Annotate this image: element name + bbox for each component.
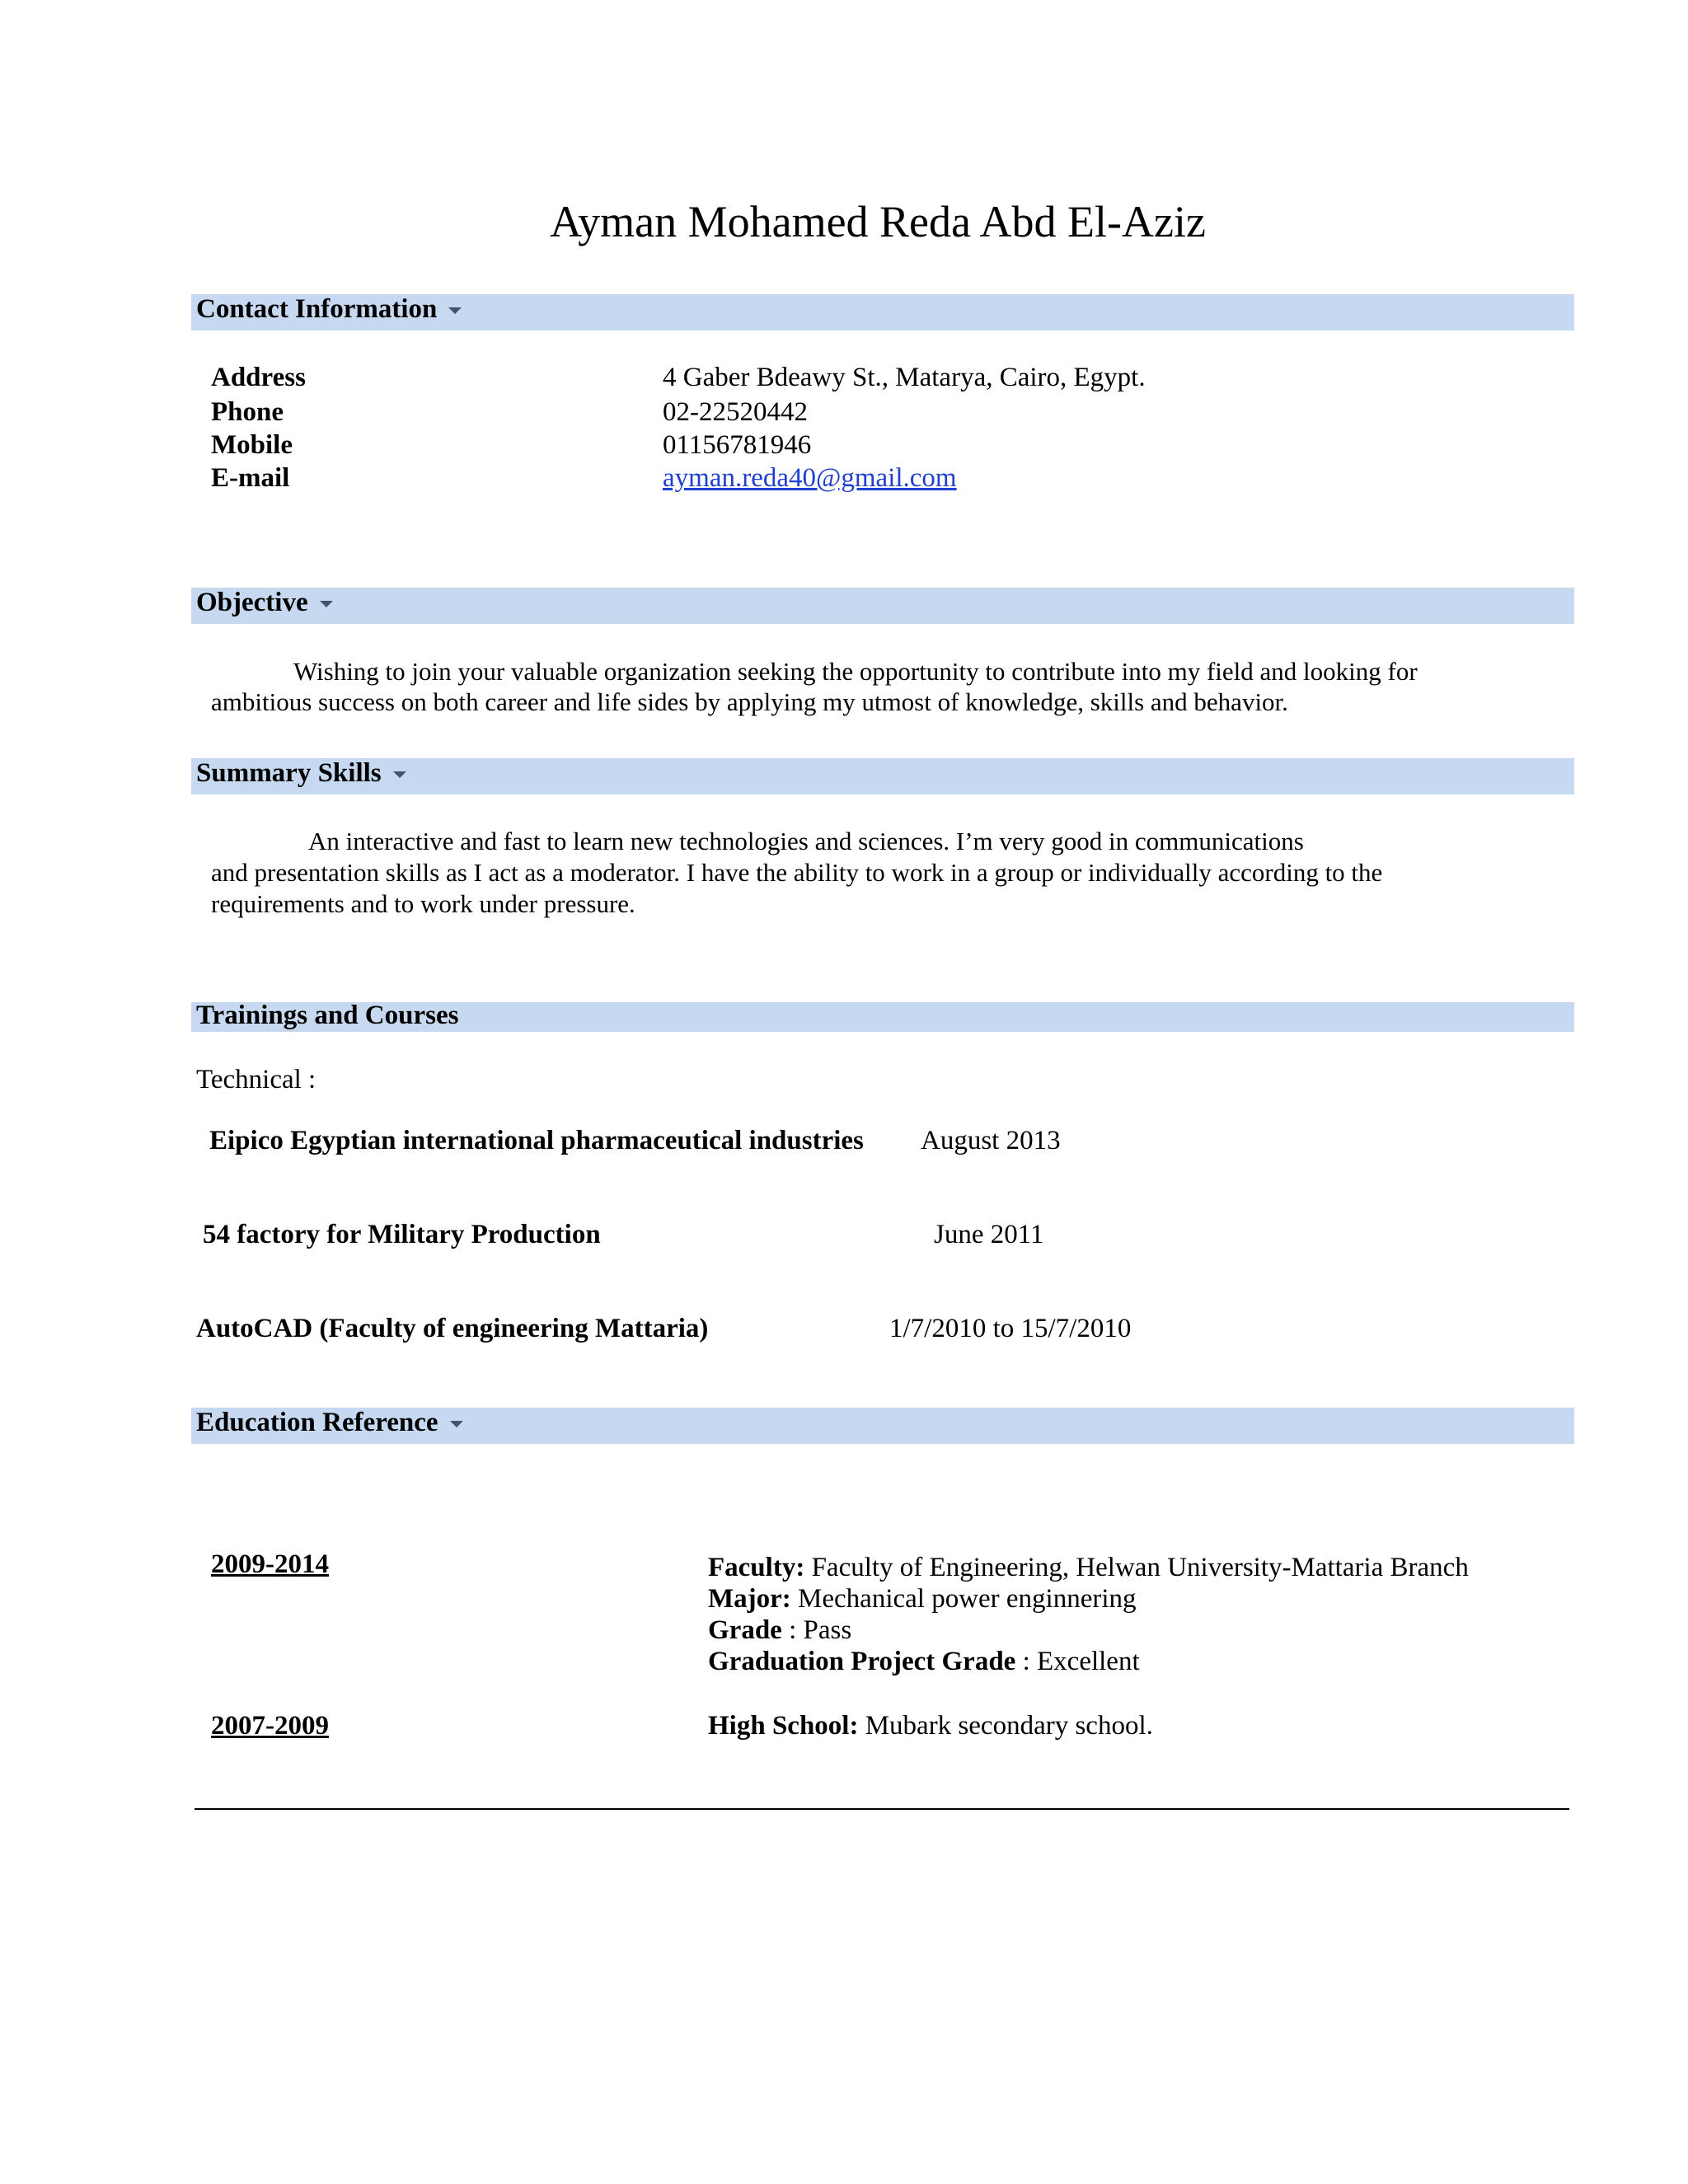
training-name: Eipico Egyptian international pharmaceutical industries [209,1126,864,1155]
section-heading-label: Objective [196,588,308,617]
education-years: 2007-2009 [211,1711,329,1741]
contact-value-phone: 02-22520442 [663,397,808,427]
contact-label-phone: Phone [211,397,284,427]
education-detail-line [708,1584,1137,1615]
section-heading-label: Education Reference [196,1408,438,1437]
dropdown-caret-icon [448,307,462,314]
education-detail-line [708,1553,1469,1583]
dropdown-caret-icon [393,771,406,778]
training-date: June 2011 [934,1220,1044,1249]
section-heading-label: Summary Skills [196,758,382,788]
education-detail-value: : Pass [781,1615,852,1645]
contact-label-mobile: Mobile [211,430,293,460]
section-band-objective [191,588,1574,624]
section-heading-contact[interactable] [196,294,462,325]
education-detail-value: : Excellent [1015,1647,1140,1676]
education-detail-line [708,1711,1153,1741]
education-detail-label: Graduation Project Grade [708,1647,1016,1676]
objective-line-2: ambitious success on both career and life sides by applying my utmost of knowledge, skills and behavior. [211,687,1288,716]
skills-line-2: and presentation skills as I act as a moderator. I have the ability to work in a group or individually according to the [211,858,1383,887]
contact-label-address: Address [211,363,306,392]
training-name: 54 factory for Military Production [203,1220,601,1249]
contact-value-mobile: 01156781946 [663,430,812,460]
bottom-divider [195,1808,1569,1810]
section-heading-label: Contact Information [196,294,438,324]
education-detail-line [708,1647,1140,1677]
objective-line-1: Wishing to join your valuable organization seeking the opportunity to contribute into my field and looking for [293,657,1418,686]
email-link[interactable]: ayman.reda40@gmail.com [663,463,957,493]
training-name: AutoCAD (Faculty of engineering Mattaria) [196,1314,709,1343]
dropdown-caret-icon [450,1421,463,1427]
section-heading-education[interactable] [196,1408,463,1438]
trainings-subheading: Technical : [196,1065,316,1094]
section-heading-objective[interactable] [196,588,333,618]
education-years: 2009-2014 [211,1549,329,1579]
skills-line-1: An interactive and fast to learn new technologies and sciences. I’m very good in communications [308,827,1304,855]
contact-label-email: E-mail [211,463,290,493]
education-detail-label: Major: [708,1584,791,1614]
dropdown-caret-icon [320,601,333,607]
education-detail-label: Faculty: [708,1553,805,1582]
education-detail-value: Mechanical power enginnering [790,1584,1137,1614]
education-detail-label: Grade [708,1615,782,1645]
education-detail-line [708,1615,851,1646]
education-detail-value: Faculty of Engineering, Helwan University-Mattaria Branch [804,1553,1469,1582]
section-heading-trainings: Trainings and Courses [196,1001,459,1030]
education-detail-value: Mubark secondary school. [858,1711,1153,1741]
training-date: 1/7/2010 to 15/7/2010 [889,1314,1132,1343]
section-heading-skills[interactable] [196,758,406,789]
resume-name: Ayman Mohamed Reda Abd El-Aziz [550,197,1206,246]
training-date: August 2013 [921,1126,1061,1155]
education-detail-label: High School: [708,1711,859,1741]
skills-line-3: requirements and to work under pressure. [211,889,635,918]
contact-value-address: 4 Gaber Bdeawy St., Matarya, Cairo, Egypt. [663,363,1146,392]
